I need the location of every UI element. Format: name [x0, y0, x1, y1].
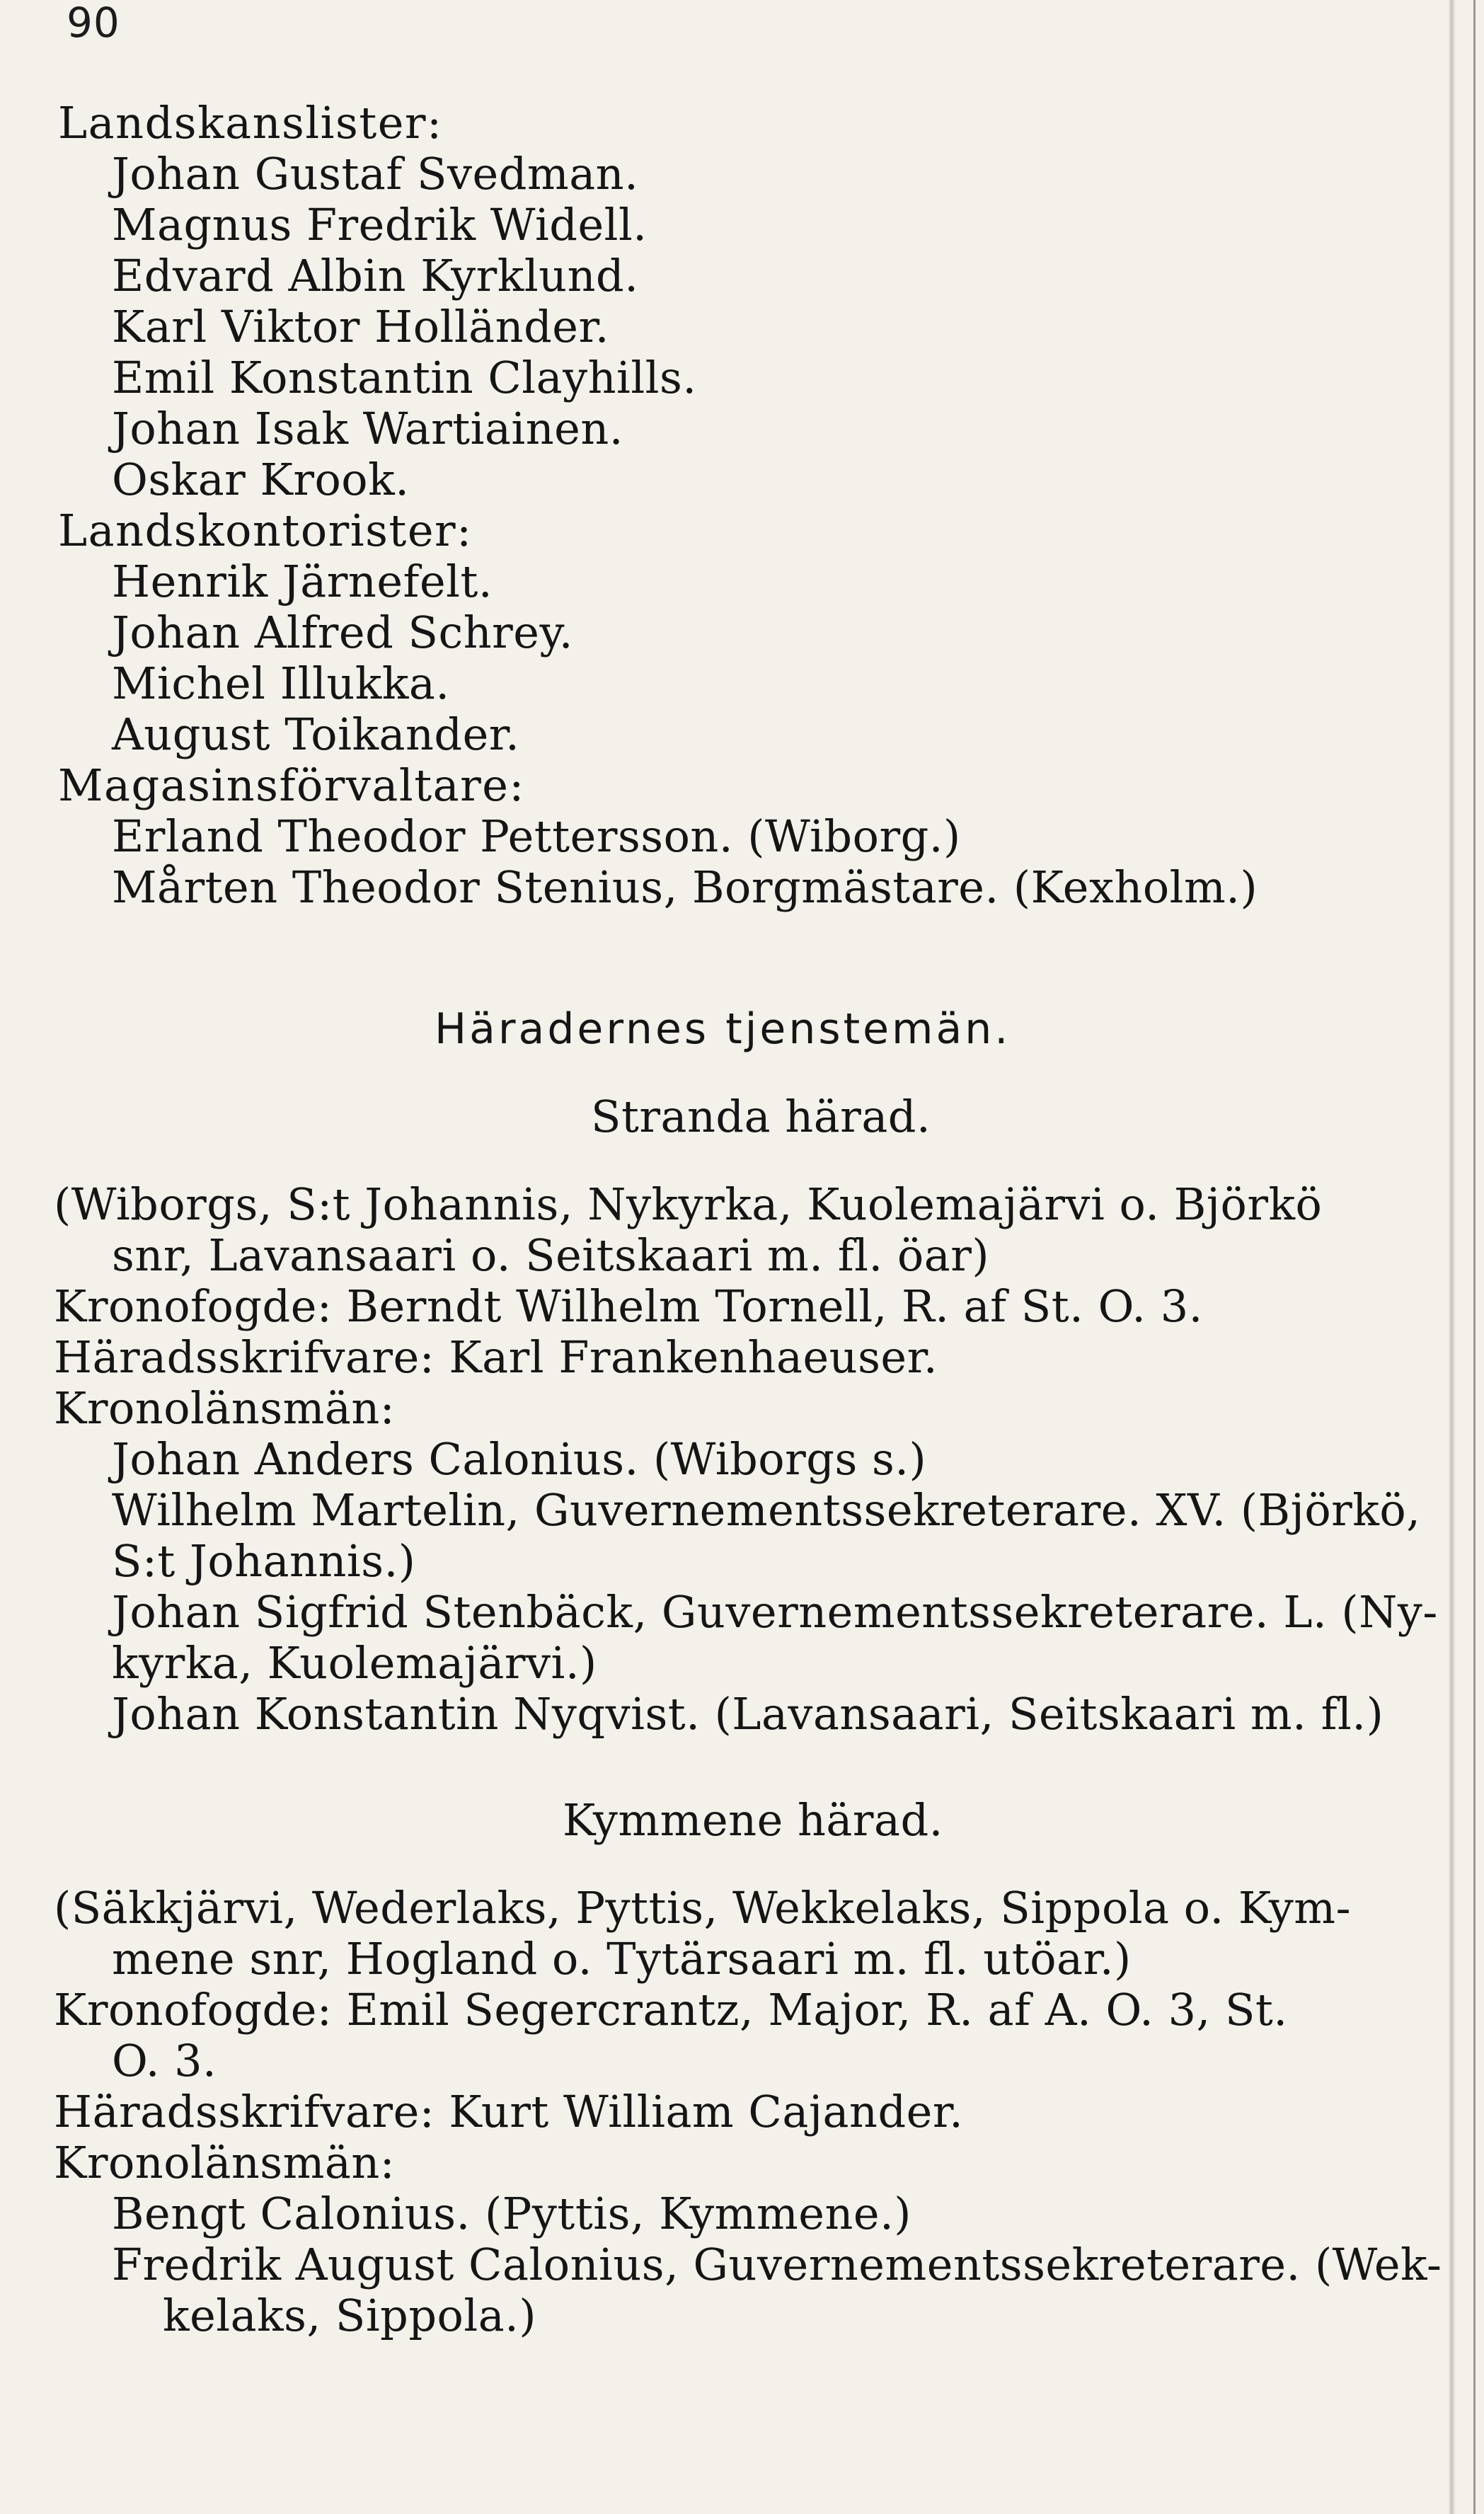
list-item-name: Oskar Krook. — [112, 454, 410, 505]
paragraph-line: Häradsskrifvare: Kurt William Cajander. — [54, 2086, 964, 2137]
list-item-name: Johan Sigfrid Stenbäck, Guvernementssekreterare. L. (Ny- — [112, 1586, 1438, 1638]
section-heading-kronolansman: Kronolänsmän: — [54, 2137, 396, 2188]
paragraph-line: O. 3. — [112, 2035, 217, 2087]
paragraph-line: (Säkkjärvi, Wederlaks, Pyttis, Wekkelaks, Sippola o. Kym- — [54, 1882, 1352, 1934]
section-heading-landskanslister: Landskanslister: — [58, 97, 443, 149]
list-item-name: S:t Johannis.) — [112, 1535, 416, 1587]
list-item-name: August Toikander. — [112, 708, 520, 760]
paragraph-line: Häradsskrifvare: Karl Frankenhaeuser. — [54, 1331, 938, 1383]
heading-haradernes-tjensteman: Häradernes tjenstemän. — [435, 1004, 1011, 1054]
paragraph-line: snr, Lavansaari o. Seitskaari m. fl. öar) — [112, 1229, 990, 1281]
list-item-name: Mårten Theodor Stenius, Borgmästare. (Kexholm.) — [112, 861, 1258, 913]
paragraph-line: (Wiborgs, S:t Johannis, Nykyrka, Kuolemajärvi o. Björkö — [54, 1178, 1323, 1230]
page-edge-line — [1473, 0, 1476, 2514]
section-heading-kronolansman: Kronolänsmän: — [54, 1382, 396, 1434]
paragraph-line: Kronofogde: Berndt Wilhelm Tornell, R. af St. O. 3. — [54, 1280, 1203, 1332]
list-item-name: Johan Anders Calonius. (Wiborgs s.) — [112, 1433, 927, 1485]
list-item-name: Bengt Calonius. (Pyttis, Kymmene.) — [112, 2188, 911, 2239]
list-item-name: Wilhelm Martelin, Guvernementssekreterare. XV. (Björkö, — [112, 1484, 1421, 1536]
list-item-name: Fredrik August Calonius, Guvernementssekreterare. (Wek- — [112, 2239, 1442, 2290]
list-item-name: Michel Illukka. — [112, 658, 450, 709]
list-item-name: kelaks, Sippola.) — [163, 2290, 537, 2341]
list-item-name: kyrka, Kuolemajärvi.) — [112, 1637, 597, 1689]
page-number: 90 — [67, 0, 120, 47]
list-item-name: Karl Viktor Holländer. — [112, 301, 609, 352]
subheading-kymmene-harad: Kymmene härad. — [563, 1794, 943, 1846]
section-heading-landskontorister: Landskontorister: — [58, 505, 473, 556]
list-item-name: Johan Konstantin Nyqvist. (Lavansaari, Seitskaari m. fl.) — [112, 1688, 1384, 1740]
list-item-name: Emil Konstantin Clayhills. — [112, 352, 697, 403]
list-item-name: Johan Alfred Schrey. — [112, 607, 573, 658]
paragraph-line: mene snr, Hogland o. Tytärsaari m. fl. utöar.) — [112, 1933, 1132, 1985]
subheading-stranda-harad: Stranda härad. — [591, 1091, 931, 1142]
section-heading-magasinsforvaltare: Magasinsförvaltare: — [58, 759, 525, 811]
list-item-name: Johan Gustaf Svedman. — [112, 148, 639, 200]
list-item-name: Erland Theodor Pettersson. (Wiborg.) — [112, 810, 961, 862]
list-item-name: Henrik Järnefelt. — [112, 556, 493, 607]
list-item-name: Edvard Albin Kyrklund. — [112, 250, 639, 302]
list-item-name: Magnus Fredrik Widell. — [112, 199, 648, 251]
paragraph-line: Kronofogde: Emil Segercrantz, Major, R. af A. O. 3, St. — [54, 1984, 1288, 2036]
list-item-name: Johan Isak Wartiainen. — [112, 403, 624, 454]
